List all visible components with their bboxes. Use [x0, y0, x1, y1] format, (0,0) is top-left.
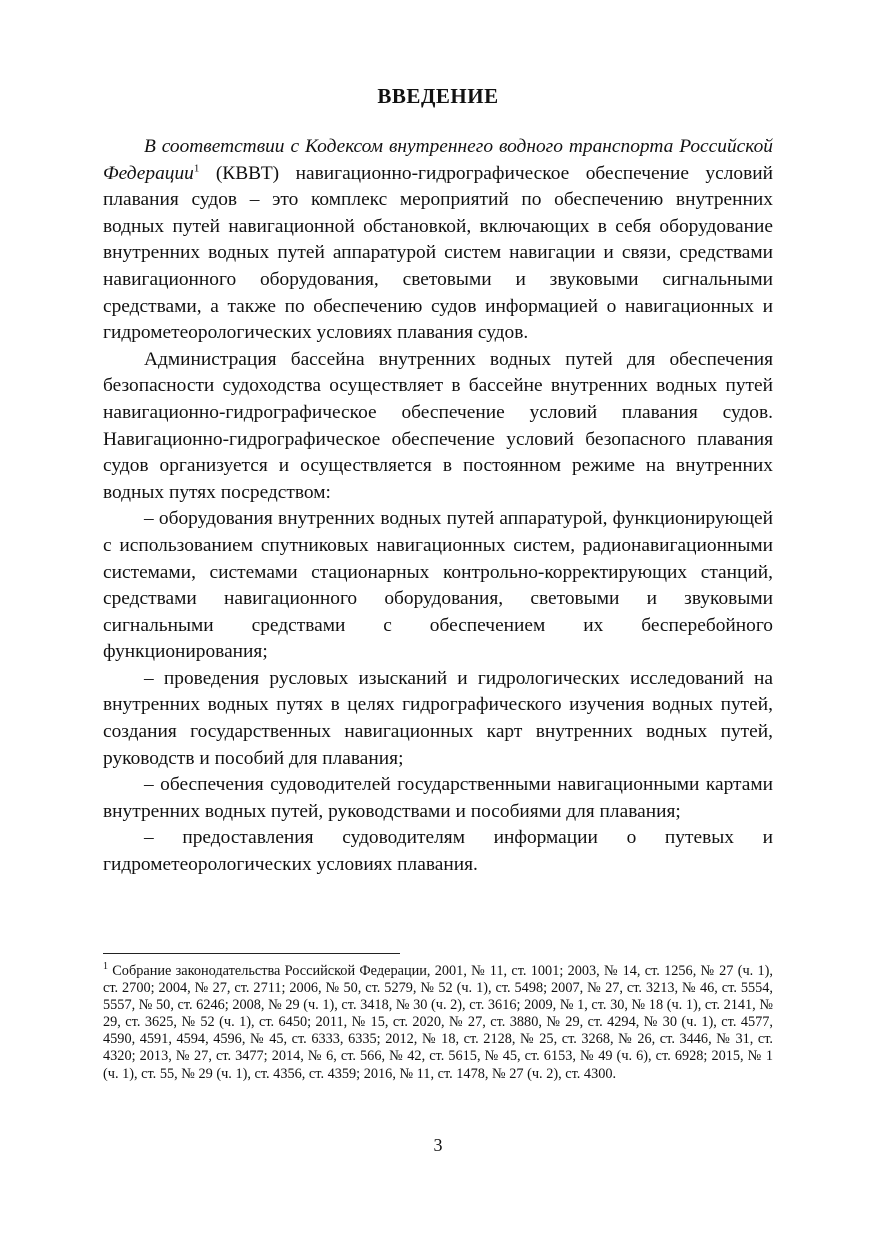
- footnote: [103, 963, 773, 1083]
- administration-paragraph: Администрация бассейна внутренних водных путей для обеспечения безопасности судоходства осуществляет в бассейне внутренних водных путей навигационно-гидрографическое обеспечение условий плавания судов. Навигационно-гидрографическое обеспечение условий безопасного плавания судов организуется и осуществляется в постоянном режиме на внутренних водных путях посредством:: [103, 348, 773, 503]
- footnote-text: Собрание законодательства Российской Федерации, 2001, № 11, ст. 1001; 2003, № 14, ст. 1256, № 27 (ч. 1), ст. 2700; 2004, № 27, ст. 2711; 2006, № 50, ст. 5279, № 52 (ч. 1), ст. 5498; 2007, № 27, ст. 3213, № 46, ст. 5554, 5557, № 50, ст. 6246; 2008, № 29 (ч. 1), ст. 3418, № 30 (ч. 2), ст. 3616; 2009, № 1, ст. 30, № 18 (ч. 1), ст. 2141, № 29, ст. 3625, № 52 (ч. 1), ст. 6450; 2011, № 15, ст. 2020, № 27, ст. 3880, № 29, ст. 4294, № 30 (ч. 1), ст. 4577, 4590, 4591, 4594, 4596, № 45, ст. 6333, 6335; 2012, № 18, ст. 2128, № 25, ст. 3268, № 26, ст. 3446, № 31, ст. 4320; 2013, № 27, ст. 3477; 2014, № 6, ст. 566, № 42, ст. 5615, № 45, ст. 6153, № 49 (ч. 6), ст. 6928; 2015, № 1 (ч. 1), ст. 55, № 29 (ч. 1), ст. 4356, ст. 4359; 2016, № 11, ст. 1478, № 27 (ч. 2), ст. 4300.: [103, 963, 773, 1082]
- list-item: – предоставления судоводителям информации о путевых и гидрометеорологических условиях плавания.: [103, 827, 773, 876]
- intro-paragraph-rest: (КВВТ) навигационно-гидрографическое обеспечение условий плавания судов – это комплекс мероприятий по обеспечению внутренних водных путей навигационной обстановкой, включающих в себя оборудование внутренних водных путей аппаратурой систем навигации и связи, средствами навигационного оборудования, световыми и звуковыми сигнальными средствами, а также по обеспечению судов информацией о навигационных и гидрометеорологических условиях плавания судов.: [103, 162, 773, 344]
- body-text: [103, 134, 773, 879]
- list-item: – проведения русловых изысканий и гидрологических исследований на внутренних водных путях в целях гидрографического изучения водных путей, создания государственных навигационных карт внутренних водных путей, руководств и пособий для плавания;: [103, 667, 773, 769]
- page-number: 3: [433, 1135, 443, 1155]
- list-item: – обеспечения судоводителей государственными навигационными картами внутренних водных путей, руководствами и пособиями для плавания;: [103, 774, 773, 822]
- list-item: – оборудования внутренних водных путей аппаратурой, функционирующей с использованием спутниковых навигационных систем, радионавигационными системами, системами стационарных контрольно-корректирующих станций, средствами навигационного оборудования, световыми и звуковыми сигнальными средствами с обеспечением их бесперебойного функционирования;: [103, 508, 773, 663]
- footnote-marker: 1: [103, 961, 108, 973]
- page-title: ВВЕДЕНИЕ: [377, 84, 499, 108]
- intro-paragraph: [103, 134, 773, 347]
- footnote-reference: 1: [193, 162, 200, 175]
- intro-italic-text: В соответствии с Кодексом внутреннего водного транспорта Российской Федерации: [103, 136, 773, 184]
- footnote-divider: [103, 953, 400, 954]
